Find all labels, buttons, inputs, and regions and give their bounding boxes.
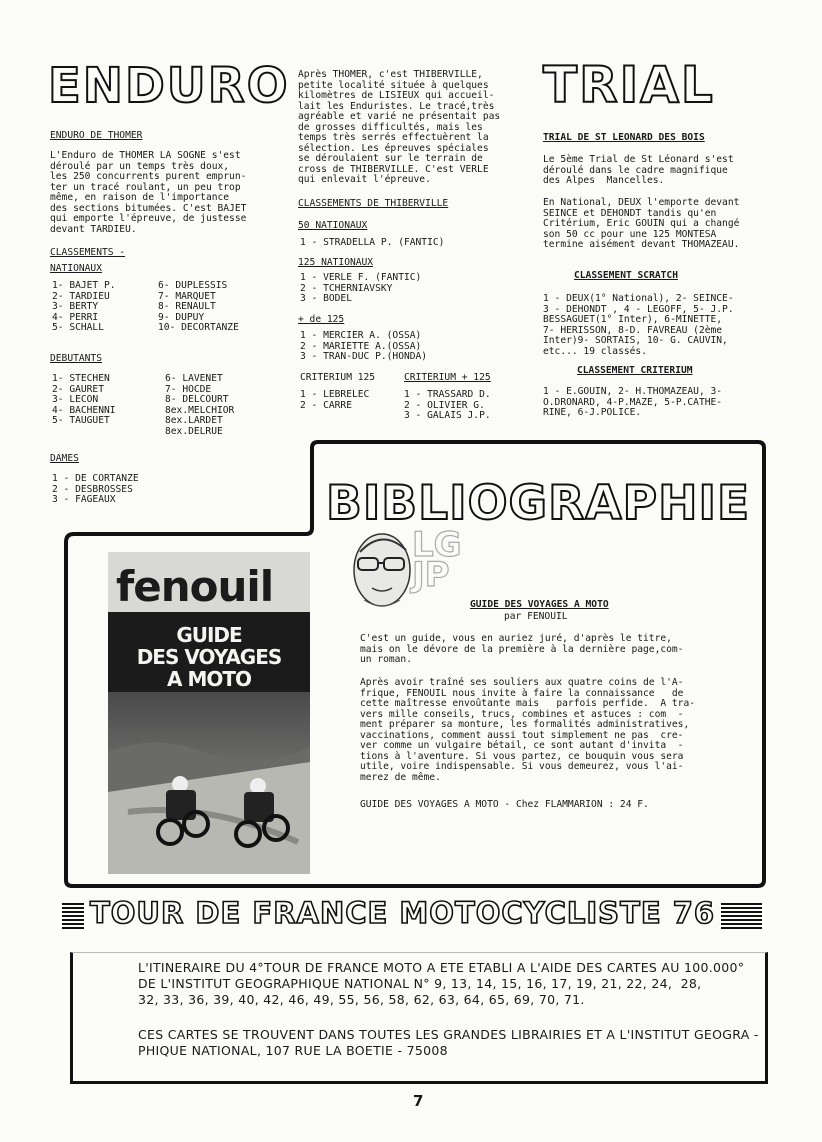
- list-item: 7- MARQUET: [158, 290, 216, 302]
- list-item: 9- DUPUY: [158, 311, 205, 323]
- list-item: 1 - MERCIER A. (OSSA): [300, 330, 422, 341]
- list-item: 3- LECON: [52, 394, 99, 405]
- list-item: 2- TARDIEU: [52, 290, 110, 302]
- enduro-debutants-label: DEBUTANTS: [50, 353, 102, 364]
- list-item: 2 - MARIETTE A.(OSSA): [300, 340, 422, 352]
- list-item: 8ex.LARDET: [165, 415, 223, 426]
- list-item: 1 - STRADELLA P. (FANTIC): [300, 237, 445, 248]
- list-item: 7- HOCDE: [165, 383, 212, 395]
- thiberville-intro: Après THOMER, c'est THIBERVILLE, petite localité située à quelques kilomètres de LISIEUX qui accueil- lait les Enduristes. Le tracé,très agréable et varié ne présentait pas de grosses difficultés, mais les temps très serrés effectuèrent la sélection. Les épreuves spéciales se déroulaient sur le terrain de cross de THIBERVILLE. C'est VERLE qui enlevait l'épreuve.: [298, 69, 501, 185]
- biblio-para2: Après avoir traîné ses souliers aux quatre coins de l'A- frique, FENOUIL nous invite à faire la connaissance de cette maîtresse envoûtante mais parfois perfide. A tra- vers mille conseils, trucs, combines et astuces : com - ment préparer sa monture, les formalités administratives, vaccinations, comment aussi tout simplement ne pas cre- ver comme un vulgaire bétail, ce sont autant d'invita - tions à l'aventure. Si vous partez, ce bouquin vous sera utile, voire indispensable. Si vous demeurez, vous l'ai- merez de même.: [360, 677, 696, 783]
- enduro-nationaux-label: NATIONAUX: [50, 263, 102, 274]
- list-item: 8ex.MELCHIOR: [165, 404, 235, 416]
- list-item: 8- DELCOURT: [165, 394, 229, 405]
- list-item: 1 - VERLE F. (FANTIC): [300, 272, 422, 283]
- list-item: 3 - BODEL: [300, 293, 352, 304]
- enduro-dames-label: DAMES: [50, 453, 79, 464]
- list-item: 2 - OLIVIER G.: [404, 399, 485, 411]
- enduro-subtitle: ENDURO DE THOMER: [50, 130, 143, 141]
- book-brand: fenouil: [116, 562, 274, 611]
- trial-scratch: 1 - DEUX(1° National), 2- SEINCE- 3 - DEHONDT , 4 - LEGOFF, 5- J.P. BESSAGUET(1° Inter), 6-MINETTE, 7- HERISSON, 8-D. FAVREAU (2ème Inter)9- SORTAIS, 10- G. CAUVIN, etc... 19 classés.: [543, 293, 734, 357]
- book-cover-image: [108, 552, 310, 874]
- list-item: 3- BERTY: [52, 301, 99, 312]
- list-item: 3 - GALAIS J.P.: [404, 410, 491, 421]
- editor-portrait: [346, 528, 420, 612]
- list-item: 6- DUPLESSIS: [158, 280, 228, 291]
- trial-subtitle: TRIAL DE ST LEONARD DES BOIS: [543, 132, 705, 143]
- thiberville-classements-label: CLASSEMENTS DE THIBERVILLE: [298, 198, 449, 209]
- list-item: 1 - TRASSARD D.: [404, 389, 491, 400]
- list-item: 1- BAJET P.: [52, 280, 116, 291]
- biblio-heading: GUIDE DES VOYAGES A MOTO: [470, 599, 609, 610]
- biblio-title: BIBLIOGRAPHIE: [326, 476, 751, 531]
- enduro-title: ENDURO: [48, 58, 290, 114]
- list-item: 3 - TRAN-DUC P.(HONDA): [300, 351, 428, 362]
- trial-title: TRIAL: [543, 56, 715, 114]
- lgjp-stamp: LG JP: [412, 525, 462, 595]
- thiberville-crit125-label: CRITERIUM 125: [300, 372, 376, 383]
- trial-criterium: 1 - E.GOUIN, 2- H.THOMAZEAU, 3- O.DRONARD, 4-P.MAZE, 5-P.CATHE- RINE, 6-J.POLICE.: [543, 386, 723, 418]
- thiberville-125-label: 125 NATIONAUX: [298, 257, 374, 268]
- motorcyclists-photo: [108, 692, 310, 874]
- biblio-para1: C'est un guide, vous en auriez juré, d'après le titre, mais on le dévore de la première à la dernière page,com- un roman.: [360, 633, 684, 665]
- trial-intro: Le 5ème Trial de St Léonard s'est déroulé dans le cadre magnifique des Alpes Mancelles.: [543, 154, 734, 186]
- trial-national: En National, DEUX l'emporte devant SEINCE et DEHONDT tandis qu'en Critérium, Eric GOUIN qui a changé son 50 cc pour une 125 MONTESA termine aisément devant THOMAZEAU.: [543, 197, 740, 250]
- trial-criterium-label: CLASSEMENT CRITERIUM: [577, 365, 693, 376]
- thiberville-50-label: 50 NATIONAUX: [298, 220, 368, 231]
- page-number: 7: [413, 1092, 424, 1110]
- list-item: 3 - FAGEAUX: [52, 494, 116, 505]
- list-item: 4- BACHENNI: [52, 404, 116, 416]
- list-item: 5- TAUGUET: [52, 415, 110, 426]
- enduro-intro: L'Enduro de THOMER LA SOGNE s'est déroulé par un temps très doux, les 250 concurrents purent emprun- ter un tracé roulant, un peu trop même, en raison de l'importance des sections bitumées. C'est BAJET qui emporte l'épreuve, de justesse devant TARDIEU.: [50, 150, 247, 235]
- list-item: 2 - TCHERNIAVSKY: [300, 282, 393, 294]
- list-item: 10- DECORTANZE: [158, 322, 239, 333]
- tour-title: TOUR DE FRANCE MOTOCYCLISTE 76: [84, 896, 721, 930]
- list-item: 5- SCHALL: [52, 322, 104, 333]
- tour-para2: CES CARTES SE TROUVENT DANS TOUTES LES GRANDES LIBRAIRIES ET A L'INSTITUT GEOGRA - PHIQUE NATIONAL, 107 RUE LA BOETIE - 75008: [138, 1027, 759, 1058]
- thiberville-critplus-label: CRITERIUM + 125: [404, 372, 491, 383]
- list-item: 1- STECHEN: [52, 373, 110, 384]
- book-title: GUIDE DES VOYAGES A MOTO: [136, 623, 282, 691]
- list-item: 8ex.DELRUE: [165, 425, 223, 437]
- list-item: 2- GAURET: [52, 383, 104, 395]
- list-item: 2 - DESBROSSES: [52, 483, 133, 495]
- biblio-author: par FENOUIL: [504, 611, 568, 622]
- tour-para1: L'ITINERAIRE DU 4°TOUR DE FRANCE MOTO A ETE ETABLI A L'AIDE DES CARTES AU 100.000° DE L'INSTITUT GEOGRAPHIQUE NATIONAL N° 9, 13, 14, 15, 16, 17, 19, 21, 22, 24, 28, 32, 33, 36, 39, 40, 42, 46, 49, 55, 56, 58, 62, 63, 64, 65, 69, 70, 71.: [138, 960, 745, 1007]
- list-item: 1 - DE CORTANZE: [52, 473, 139, 484]
- trial-scratch-label: CLASSEMENT SCRATCH: [574, 270, 678, 281]
- list-item: 2 - CARRE: [300, 399, 352, 411]
- list-item: 6- LAVENET: [165, 373, 223, 384]
- list-item: 8- RENAULT: [158, 301, 216, 312]
- biblio-footer: GUIDE DES VOYAGES A MOTO - Chez FLAMMARION : 24 F.: [360, 799, 649, 810]
- enduro-classements-label: CLASSEMENTS -: [50, 247, 126, 258]
- thiberville-plus125-label: + de 125: [298, 314, 345, 325]
- list-item: 4- PERRI: [52, 311, 99, 323]
- list-item: 1 - LEBRELEC: [300, 389, 370, 400]
